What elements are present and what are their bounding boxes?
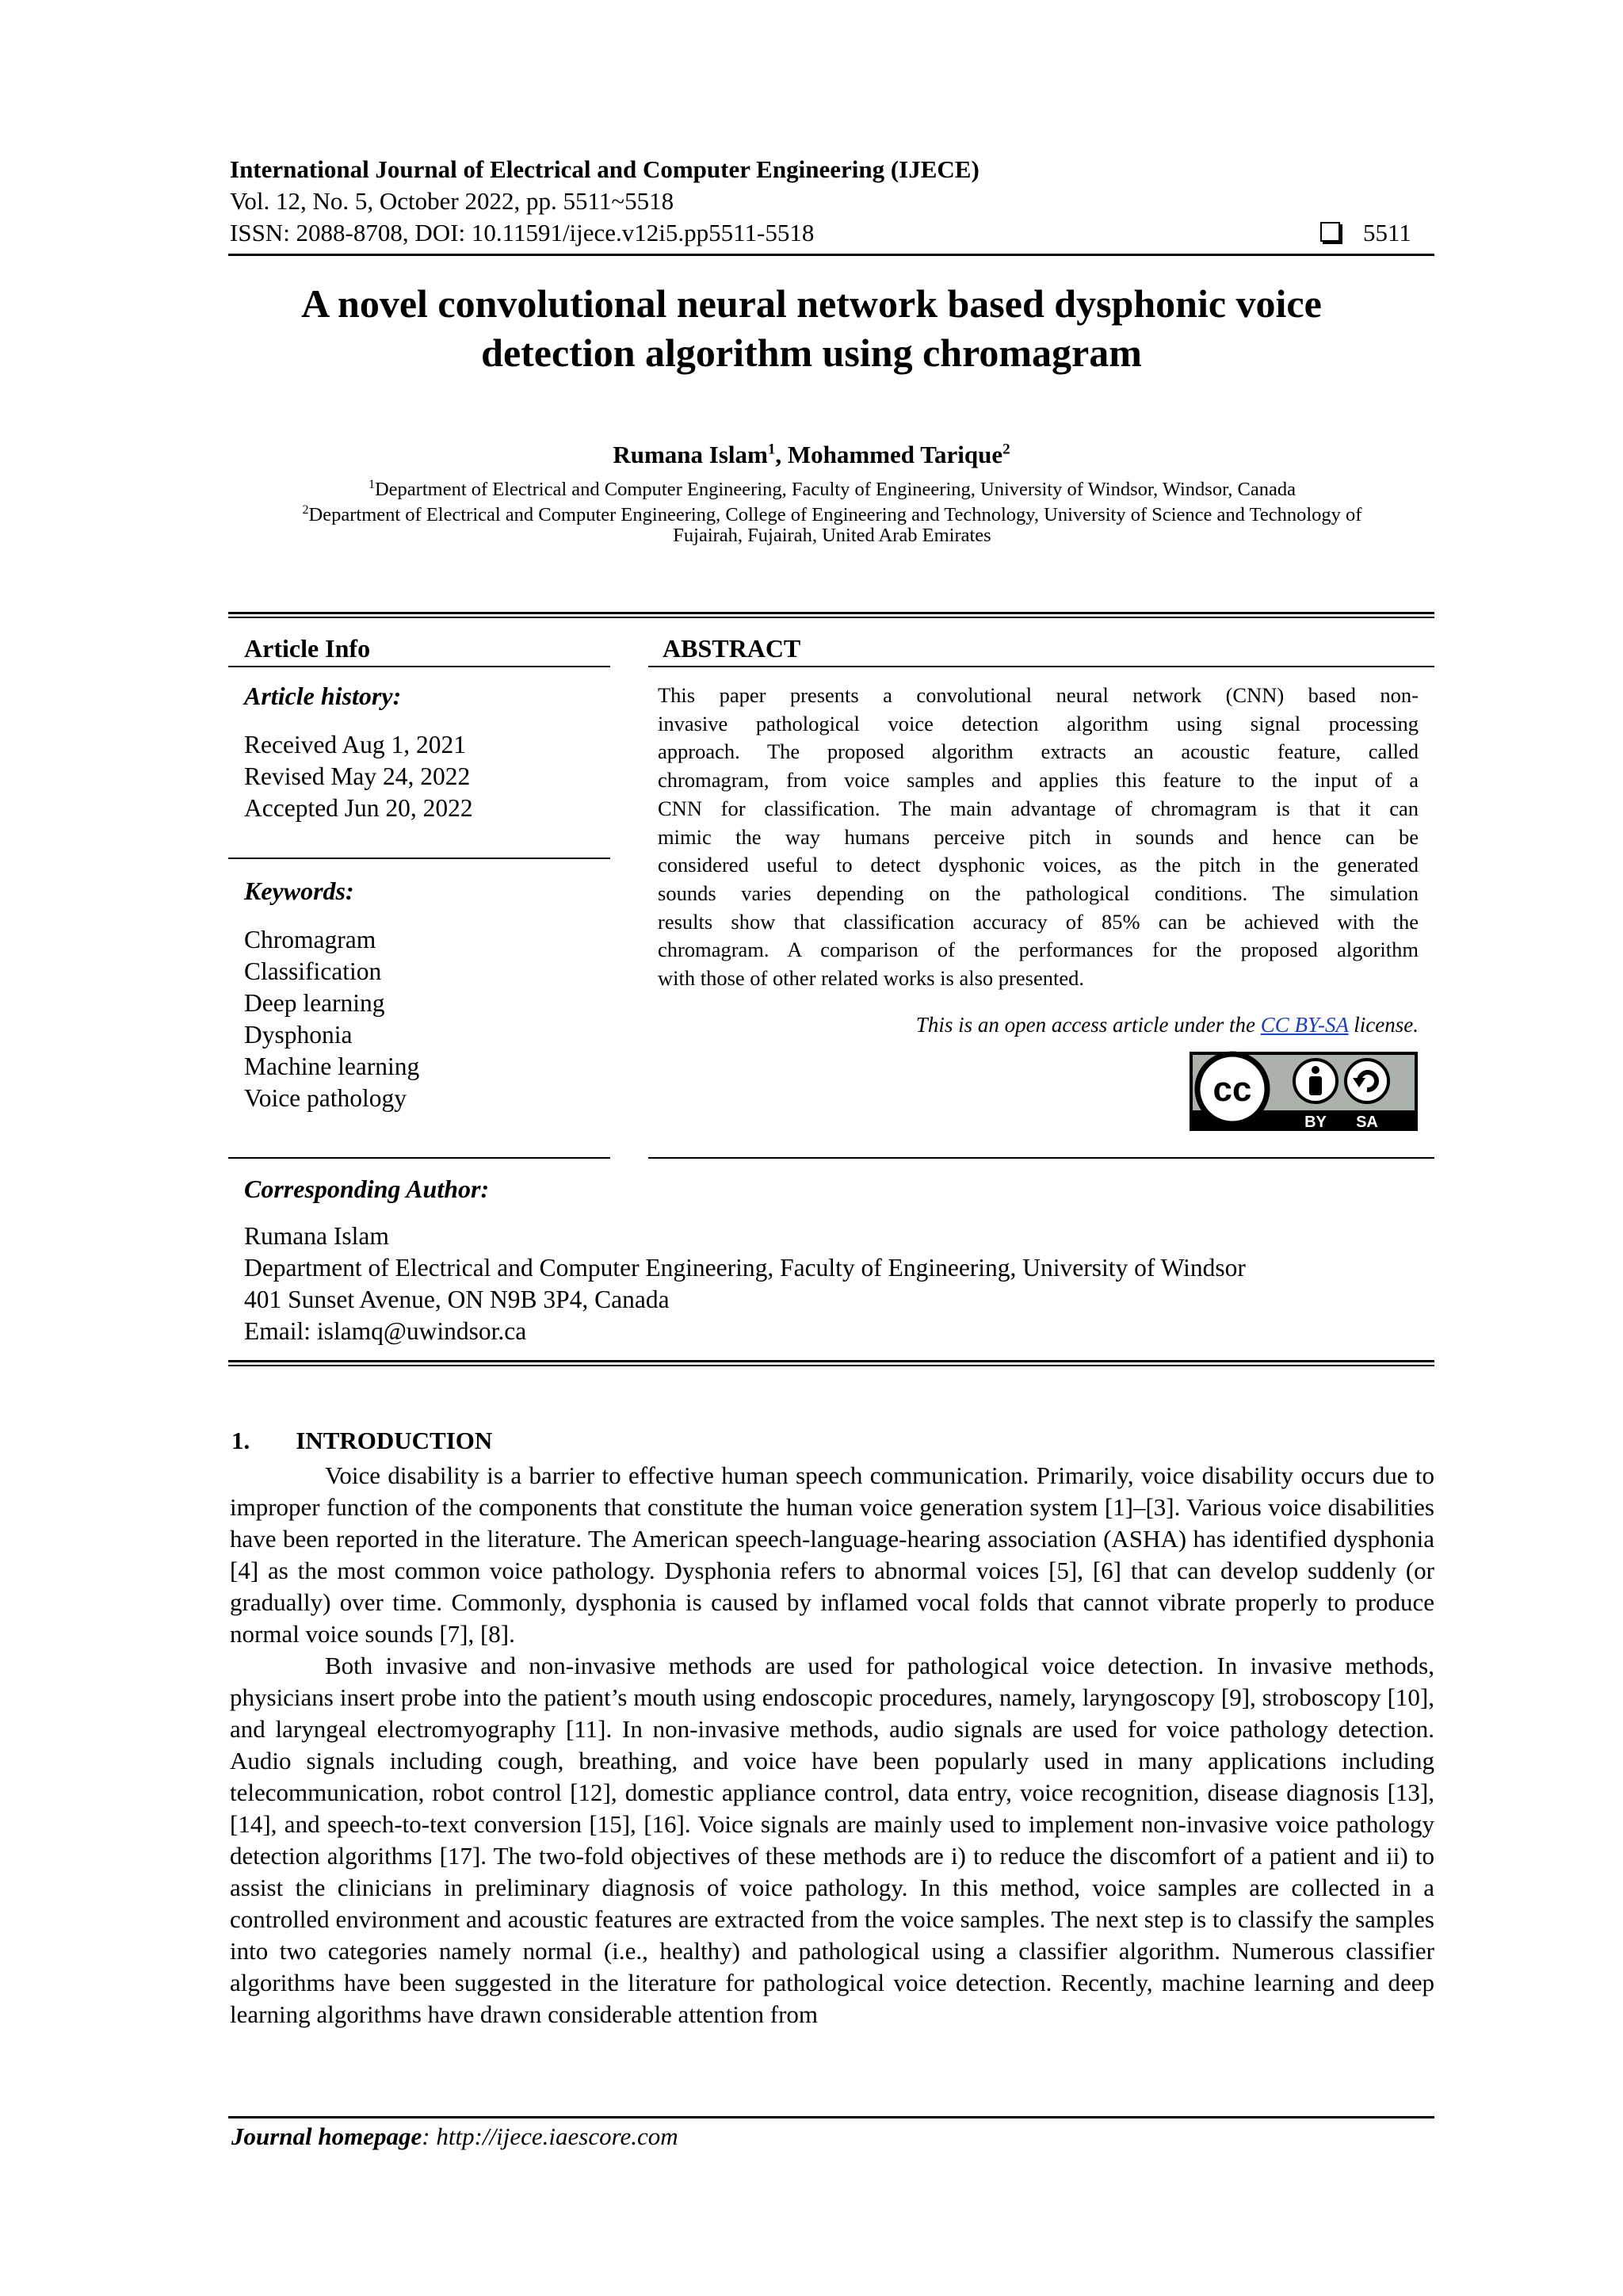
footer-rule bbox=[228, 2116, 1434, 2118]
author-2-affil: 2 bbox=[1002, 441, 1010, 458]
affiliation-2-text: Department of Electrical and Computer Engineering, College of Engineering and Technology, University of Science and Technology of bbox=[308, 504, 1362, 526]
by-icon-head bbox=[1312, 1066, 1319, 1074]
keyword: Classification bbox=[244, 957, 382, 985]
page-number: 5511 bbox=[1363, 219, 1411, 246]
corresponding-details bbox=[244, 1221, 1246, 1347]
title-line-2: detection algorithm using chromagram bbox=[481, 330, 1142, 375]
keyword: Machine learning bbox=[244, 1052, 420, 1080]
badge-sa-label: SA bbox=[1356, 1114, 1378, 1131]
keywords-heading: Keywords: bbox=[244, 877, 354, 905]
infobox-bottom-rule bbox=[228, 1360, 1434, 1362]
license-suffix: license. bbox=[1348, 1013, 1419, 1037]
abstract-body bbox=[658, 682, 1419, 993]
accepted-date: Accepted Jun 20, 2022 bbox=[244, 794, 473, 822]
license-note bbox=[658, 1013, 1419, 1037]
infobox-bottom-rule-2 bbox=[228, 1365, 1434, 1366]
footer-colon: : bbox=[422, 2122, 437, 2150]
introduction-text bbox=[230, 1460, 1434, 2030]
abstract-line: approach. The proposed algorithm extracts an acoustic feature, called bbox=[658, 739, 1419, 764]
by-icon-body bbox=[1309, 1076, 1322, 1095]
author-separator: , bbox=[775, 441, 788, 468]
abstract-line: This paper presents a convolutional neural network (CNN) based non- bbox=[658, 683, 1419, 707]
corresponding-heading: Corresponding Author: bbox=[244, 1175, 490, 1203]
paper-title bbox=[190, 279, 1433, 377]
infobox-top-rule-2 bbox=[228, 617, 1434, 618]
journal-volume: Vol. 12, No. 5, October 2022, pp. 5511~5518 bbox=[230, 187, 674, 215]
corresponding-address: 401 Sunset Avenue, ON N9B 3P4, Canada bbox=[244, 1286, 670, 1313]
journal-name: International Journal of Electrical and Computer Engineering (IJECE) bbox=[230, 155, 980, 183]
journal-homepage-link[interactable]: http://ijece.iaescore.com bbox=[436, 2122, 678, 2150]
article-info-heading: Article Info bbox=[244, 634, 371, 663]
journal-issn: ISSN: 2088-8708, DOI: 10.11591/ijece.v12i5.pp5511-5518 bbox=[230, 219, 815, 246]
infobox-top-rule bbox=[228, 612, 1434, 614]
cc-by-sa-link[interactable]: CC BY-SA bbox=[1260, 1013, 1349, 1037]
abstract-line: CNN for classification. The main advantage of chromagram is that it can bbox=[658, 796, 1419, 820]
authors bbox=[190, 441, 1433, 469]
corresponding-email: Email: islamq@uwindsor.ca bbox=[244, 1317, 527, 1345]
abstract-line: mimic the way humans perceive pitch in sounds and hence can be bbox=[658, 824, 1419, 849]
keyword: Chromagram bbox=[244, 926, 376, 953]
article-history-heading: Article history: bbox=[244, 682, 402, 710]
keyword: Voice pathology bbox=[244, 1084, 407, 1112]
article-info-bottom-rule bbox=[228, 1157, 610, 1159]
cc-icon-text: cc bbox=[1212, 1070, 1252, 1109]
badge-by-label: BY bbox=[1304, 1114, 1327, 1131]
abstract-heading: ABSTRACT bbox=[663, 634, 801, 663]
abstract-bottom-rule bbox=[648, 1157, 1434, 1159]
license-prefix: This is an open access article under the bbox=[915, 1013, 1261, 1037]
corresponding-name: Rumana Islam bbox=[244, 1222, 389, 1250]
author-2: Mohammed Tarique bbox=[787, 441, 1003, 468]
author-1-affil: 1 bbox=[767, 441, 776, 458]
intro-paragraph-2: Both invasive and non-invasive methods are used for pathological voice detection. In invasive methods, physicians insert probe into the patient’s mouth using endoscopic procedures, namely, laryngoscopy [9], stroboscopy [10], and laryngeal electromyography [11]. In non-invasive methods, audio signals are used for voice pathology detection. Audio signals including cough, breathing, and voice have been popularly used in many applications including telecommunication, robot control [12], domestic appliance control, data entry, voice recognition, disease diagnosis [13], [14], and speech-to-text conversion [15], [16]. Voice signals are mainly used to implement non-invasive voice pathology detection algorithms [17]. The two-fold objectives of these methods are i) to reduce the discomfort of a patient and ii) to assist the clinicians in preliminary diagnosis of voice pathology. In this method, voice samples are collected in a controlled environment and acoustic features are extracted from the voice samples. The next step is to classify the samples into two categories namely normal (i.e., healthy) and pathological using a classifier algorithm. Numerous classifier algorithms have been suggested in the literature for pathological voice detection. Recently, machine learning and deep learning algorithms have drawn considerable attention from bbox=[230, 1652, 1434, 2028]
corresponding-department: Department of Electrical and Computer Engineering, Faculty of Engineering, University of Windsor bbox=[244, 1254, 1246, 1282]
article-history bbox=[244, 729, 473, 824]
affiliation-2-line-2: Fujairah, Fujairah, United Arab Emirates bbox=[673, 525, 991, 546]
abstract-line: results show that classification accuracy of 85% can be achieved with the bbox=[658, 909, 1419, 934]
square-icon bbox=[1320, 222, 1340, 242]
revised-date: Revised May 24, 2022 bbox=[244, 762, 471, 790]
abstract-line: chromagram. A comparison of the performances for the proposed algorithm bbox=[658, 938, 1419, 962]
sa-icon bbox=[1346, 1060, 1388, 1102]
keyword: Dysphonia bbox=[244, 1021, 353, 1049]
abstract-line: with those of other related works is also presented. bbox=[658, 966, 1084, 991]
author-1: Rumana Islam bbox=[613, 441, 768, 468]
affiliation-1-sup: 1 bbox=[368, 478, 375, 491]
abstract-line: sounds varies depending on the pathological conditions. The simulation bbox=[658, 881, 1419, 905]
cc-by-sa-badge[interactable] bbox=[1189, 1051, 1419, 1132]
footer-label: Journal homepage bbox=[231, 2122, 422, 2150]
section-heading bbox=[231, 1427, 492, 1455]
article-info-rule bbox=[228, 666, 610, 667]
title-line-1: A novel convolutional neural network based dysphonic voice bbox=[301, 281, 1322, 326]
keywords-list bbox=[244, 924, 419, 1114]
abstract-line: chromagram, from voice samples and applies this feature to the input of a bbox=[658, 768, 1419, 793]
section-number: 1. bbox=[231, 1427, 250, 1454]
header-rule bbox=[228, 254, 1434, 256]
abstract-line: invasive pathological voice detection algorithm using signal processing bbox=[658, 711, 1419, 735]
keywords-rule bbox=[228, 858, 610, 859]
abstract-line: considered useful to detect dysphonic voices, as the pitch in the generated bbox=[658, 853, 1419, 877]
affiliation-2-sup: 2 bbox=[302, 503, 309, 517]
received-date: Received Aug 1, 2021 bbox=[244, 731, 466, 758]
section-title: INTRODUCTION bbox=[296, 1427, 493, 1454]
keyword: Deep learning bbox=[244, 989, 385, 1017]
affiliation-1-text: Department of Electrical and Computer Engineering, Faculty of Engineering, University of Windsor, Windsor, Canada bbox=[374, 479, 1296, 501]
abstract-rule bbox=[648, 666, 1434, 667]
intro-paragraph-1: Voice disability is a barrier to effective human speech communication. Primarily, voice disability occurs due to improper function of the components that constitute the human voice generation system [1]–[3]. Various voice disabilities have been reported in the literature. The American speech-language-hearing association (ASHA) has identified dysphonia [4] as the most common voice pathology. Dysphonia refers to abnormal voices [5], [6] that can develop suddenly (or gradually) over time. Commonly, dysphonia is caused by inflamed vocal folds that cannot vibrate properly to produce normal voice sounds [7], [8]. bbox=[230, 1461, 1434, 1648]
footer bbox=[231, 2122, 678, 2151]
